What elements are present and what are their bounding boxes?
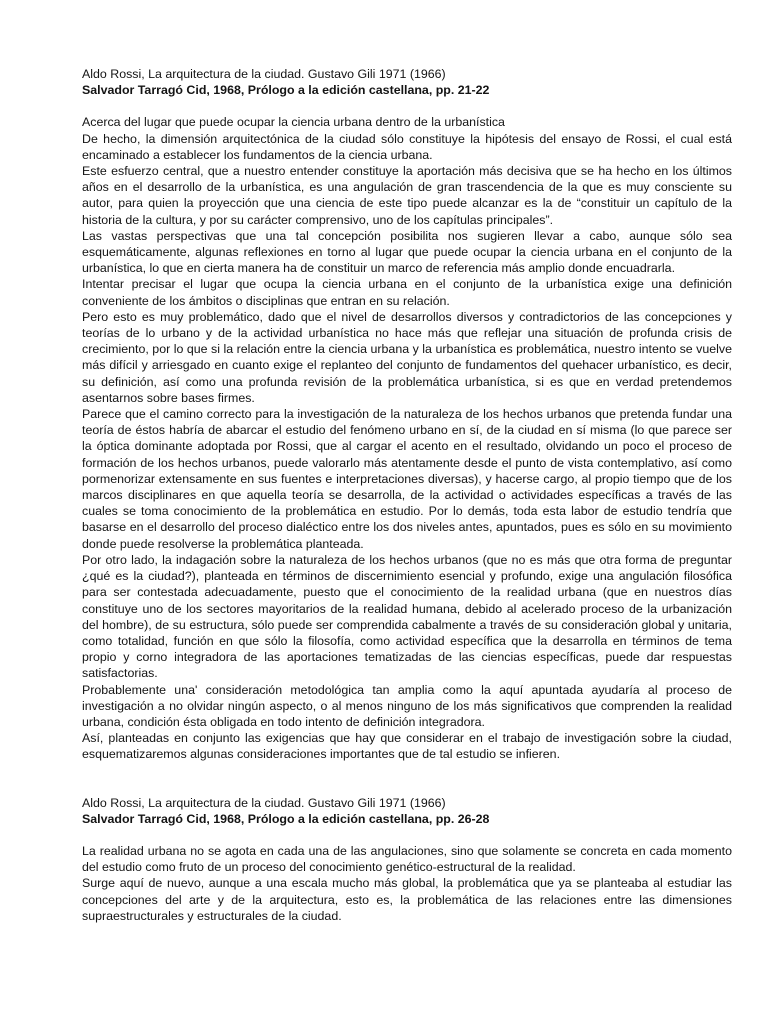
paragraph: Este esfuerzo central, que a nuestro entender constituye la aportación más decisiva que se ha hecho en los últimos años en el desarrollo de la urbanística, es una angulación de gran trascendencia de la que es muy consciente su autor, para quien la proyección que una ciencia de este tipo puede alcanzar es la de “constituir un capítulo de la historia de la cultura, y por su carácter comprensivo, uno de los capítulas principales”.: [82, 164, 732, 227]
reference-line-bold: Salvador Tarragó Cid, 1968, Prólogo a la edición castellana, pp. 21-22: [82, 83, 490, 98]
reference-line: Aldo Rossi, La arquitectura de la ciudad. Gustavo Gili 1971 (1966): [82, 795, 446, 810]
paragraph: Probablemente una' consideración metodológica tan amplia como la aquí apuntada ayudaría al proceso de investigación a no olvidar ningún aspecto, o al menos ninguno de los más significativos que comprenden la realidad urbana, condición ésta obligada en todo intento de definición integradora.: [82, 682, 732, 729]
section-heading: Acerca del lugar que puede ocupar la ciencia urbana dentro de la urbanística: [82, 115, 505, 130]
paragraph: Surge aquí de nuevo, aunque a una escala mucho más global, la problemática que ya se planteaba al estudiar las concepciones del arte y de la arquitectura, esto es, la problemática de las relaciones entre las dimensiones supraestructurales y estructurales de la ciudad.: [82, 876, 732, 923]
spacer: [82, 98, 732, 114]
paragraph: Intentar precisar el lugar que ocupa la ciencia urbana en el conjunto de la urbanística exige una definición conveniente de los ámbitos o disciplinas que entran en su relación.: [82, 277, 732, 308]
spacer: [82, 763, 732, 795]
paragraph: Por otro lado, la indagación sobre la naturaleza de los hechos urbanos (que no es más que otra forma de preguntar ¿qué es la ciudad?), planteada en términos de discernimiento esencial y profundo, exige una angulación filosófica para ser contestada adecuadamente, puesto que el conocimiento de la realidad urbana (que en nuestros días constituye uno de los sectores mayoritarios de la realidad humana, debido al acelerado proceso de la urbanización del hombre), de su estructura, sólo puede ser comprendida cabalmente a través de su consideración global y unitaria, como totalidad, función en que sólo la filosofía, como actividad específica que la desarrolla en términos de tema propio y corno integradora de las aportaciones tematizadas de las ciencias específicas, puede dar respuestas satisfactorias.: [82, 552, 732, 681]
spacer: [82, 827, 732, 843]
reference-line-bold: Salvador Tarragó Cid, 1968, Prólogo a la edición castellana, pp. 26-28: [82, 811, 490, 826]
section-1: [82, 66, 732, 763]
paragraph: Pero esto es muy problemático, dado que el nivel de desarrollos diversos y contradictorios de las concepciones y teorías de lo urbano y de la actividad urbanística no hace más que reflejar una situación de profunda crisis de crecimiento, por lo que si la relación entre la ciencia urbana y la urbanística es problemática, nuestro intento se vuelve más difícil y arriesgado en cuanto exige el replanteo del conjunto de fundamentos del quehacer urbanístico, es decir, su definición, así como una profunda revisión de la problemática urbanística, si es que en verdad pretendemos asentarnos sobre bases firmes.: [82, 309, 732, 405]
paragraph: Así, planteadas en conjunto las exigencias que hay que considerar en el trabajo de investigación sobre la ciudad, esquematizaremos algunas consideraciones importantes que de tal estudio se infieren.: [82, 731, 732, 762]
paragraph: La realidad urbana no se agota en cada una de las angulaciones, sino que solamente se concreta en cada momento del estudio como fruto de un proceso del conocimiento genético-estructural de la realidad.: [82, 843, 732, 875]
paragraph: Parece que el camino correcto para la investigación de la naturaleza de los hechos urbanos que pretenda fundar una teoría de éstos habría de abarcar el estudio del fenómeno urbano en sí, de la ciudad en sí misma (lo que parece ser la óptica dominante adoptada por Rossi, que al cargar el acento en el resultado, olvidando un poco el proceso de formación de los hechos urbanos, puede valorarlo más atentamente desde el punto de vista contemplativo, así como pormenorizar extensamente en sus fuentes e interpretaciones diversas), y hacerse cargo, al propio tiempo que de los marcos disciplinares en que aquella teoría se desarrolla, de la actividad o actividades específicas a través de las cuales se toma conocimiento de la problemática en estudio. Por lo demás, toda esta labor de estudio tendría que basarse en el desarrollo del proceso dialéctico entre los dos niveles antes, apuntados, pues es sólo en su movimiento donde puede resolverse la problemática planteada.: [82, 407, 732, 551]
paragraph: Las vastas perspectivas que una tal concepción posibilita nos sugieren llevar a cabo, aunque sólo sea esquemáticamente, algunas reflexiones en torno al lugar que puede ocupar la ciencia urbana en el conjunto de la urbanística, lo que en cierta manera ha de constituir un marco de referencia más amplio donde encuadrarla.: [82, 228, 732, 276]
section-2: [82, 795, 732, 924]
reference-line: Aldo Rossi, La arquitectura de la ciudad. Gustavo Gili 1971 (1966): [82, 67, 446, 81]
paragraph: De hecho, la dimensión arquitectónica de la ciudad sólo constituye la hipótesis del ensayo de Rossi, el cual está encaminado a establecer los fundamentos de la ciencia urbana.: [82, 131, 732, 162]
document-page: [82, 66, 732, 924]
